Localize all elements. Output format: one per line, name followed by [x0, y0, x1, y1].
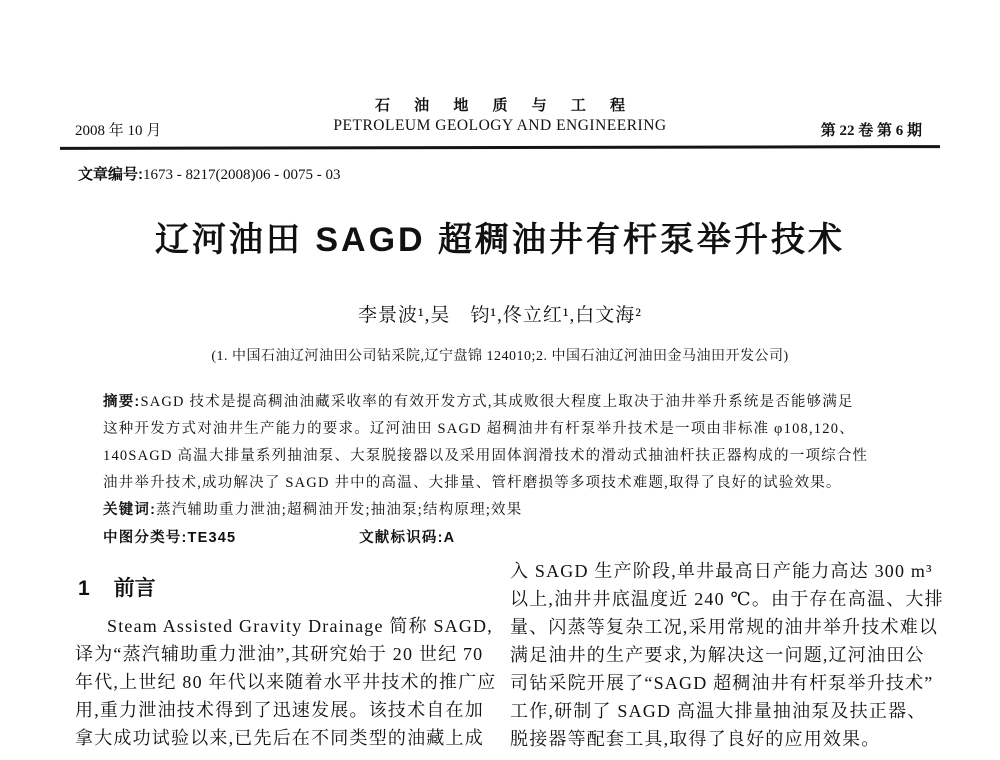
doc-code-label: 文献标识码:: [359, 530, 444, 546]
body-line: 年代,上世纪 80 年代以来随着水平井技术的推广应: [75, 672, 497, 692]
clc-pair: [103, 530, 236, 546]
body-line: 量、闪蒸等复杂工况,采用常规的油井举升技术难以: [510, 617, 939, 637]
journal-title-en: PETROLEUM GEOLOGY AND ENGINEERING: [333, 117, 667, 134]
affiliation: (1. 中国石油辽河油田公司钻采院,辽宁盘锦 124010;2. 中国石油辽河油田金马油田开发公司): [211, 349, 789, 364]
abstract-label: 摘要:: [103, 394, 141, 410]
journal-title-cn: 石 油 地 质 与 工 程: [374, 97, 635, 114]
volume-issue: 第 22 卷 第 6 期: [820, 123, 922, 139]
right-column: [510, 557, 944, 753]
section-title: 前言: [113, 577, 156, 600]
body-line: 译为“蒸汽辅助重力泄油”,其研究始于 20 世纪 70: [75, 644, 484, 664]
doc-code-value: A: [443, 530, 456, 546]
body-line: 工作,研制了 SAGD 高温大排量抽油泵及扶正器、: [510, 701, 927, 721]
body-line: 满足油井的生产要求,为解决这一问题,辽河油田公: [510, 645, 925, 665]
abstract-line: 油井举升技术,成功解决了 SAGD 井中的高温、大排量、管杆磨损等多项技术难题,取得了良好的试验效果。: [103, 475, 842, 491]
section-number: 1: [78, 577, 90, 600]
header-divider-rule: [60, 145, 940, 150]
body-line: 脱接器等配套工具,取得了良好的应用效果。: [510, 729, 881, 749]
abstract-line: 140SAGD 高温大排量系列抽油泵、大泵脱接器以及采用固体润滑技术的滑动式抽油杆扶正器构成的一项综合性: [103, 448, 869, 464]
article-number: [78, 163, 340, 184]
body-line: Steam Assisted Gravity Drainage 简称 SAGD,: [107, 616, 493, 636]
article-number-value: 1673 - 8217(2008)06 - 0075 - 03: [143, 167, 341, 183]
keywords-text: 蒸汽辅助重力泄油;超稠油开发;抽油泵;结构原理;效果: [156, 502, 523, 518]
clc-label: 中图分类号:: [103, 530, 188, 546]
journal-header-row: [60, 117, 940, 137]
body-line: 用,重力泄油技术得到了迅速发展。该技术自在加: [75, 700, 484, 720]
article-number-label: 文章编号:: [78, 166, 143, 183]
keywords-label: 关键词:: [103, 502, 157, 518]
body-line: 入 SAGD 生产阶段,单井最高日产能力高达 300 m³: [510, 561, 933, 581]
authors-line: 李景波¹,吴 钧¹,佟立红¹,白文海²: [357, 305, 643, 326]
abstract-block: [103, 389, 897, 552]
paper-title: 辽河油田 SAGD 超稠油井有杆泵举升技术: [154, 221, 846, 259]
left-column: [75, 612, 509, 752]
body-line: 拿大成功试验以来,已先后在不同类型的油藏上成: [75, 728, 484, 748]
keywords-line: [103, 497, 897, 524]
abstract-line: [103, 389, 897, 416]
clc-value: TE345: [187, 530, 237, 546]
classification-line: [103, 525, 897, 552]
section-heading-introduction: [78, 572, 156, 602]
body-line: 司钻采院开展了“SAGD 超稠油井有杆泵举升技术”: [510, 673, 934, 693]
abstract-text: SAGD 技术是提高稠油油藏采收率的有效开发方式,其成败很大程度上取决于油井举升系统是否能够满足: [140, 394, 854, 410]
body-line: 以上,油井井底温度近 240 ℃。由于存在高温、大排: [510, 589, 944, 609]
abstract-line: 这种开发方式对油井生产能力的要求。辽河油田 SAGD 超稠油井有杆泵举升技术是一项由非标准 φ108,120、: [103, 421, 855, 437]
doc-code-pair: [359, 530, 455, 546]
issue-date: 2008 年 10 月: [75, 123, 162, 139]
